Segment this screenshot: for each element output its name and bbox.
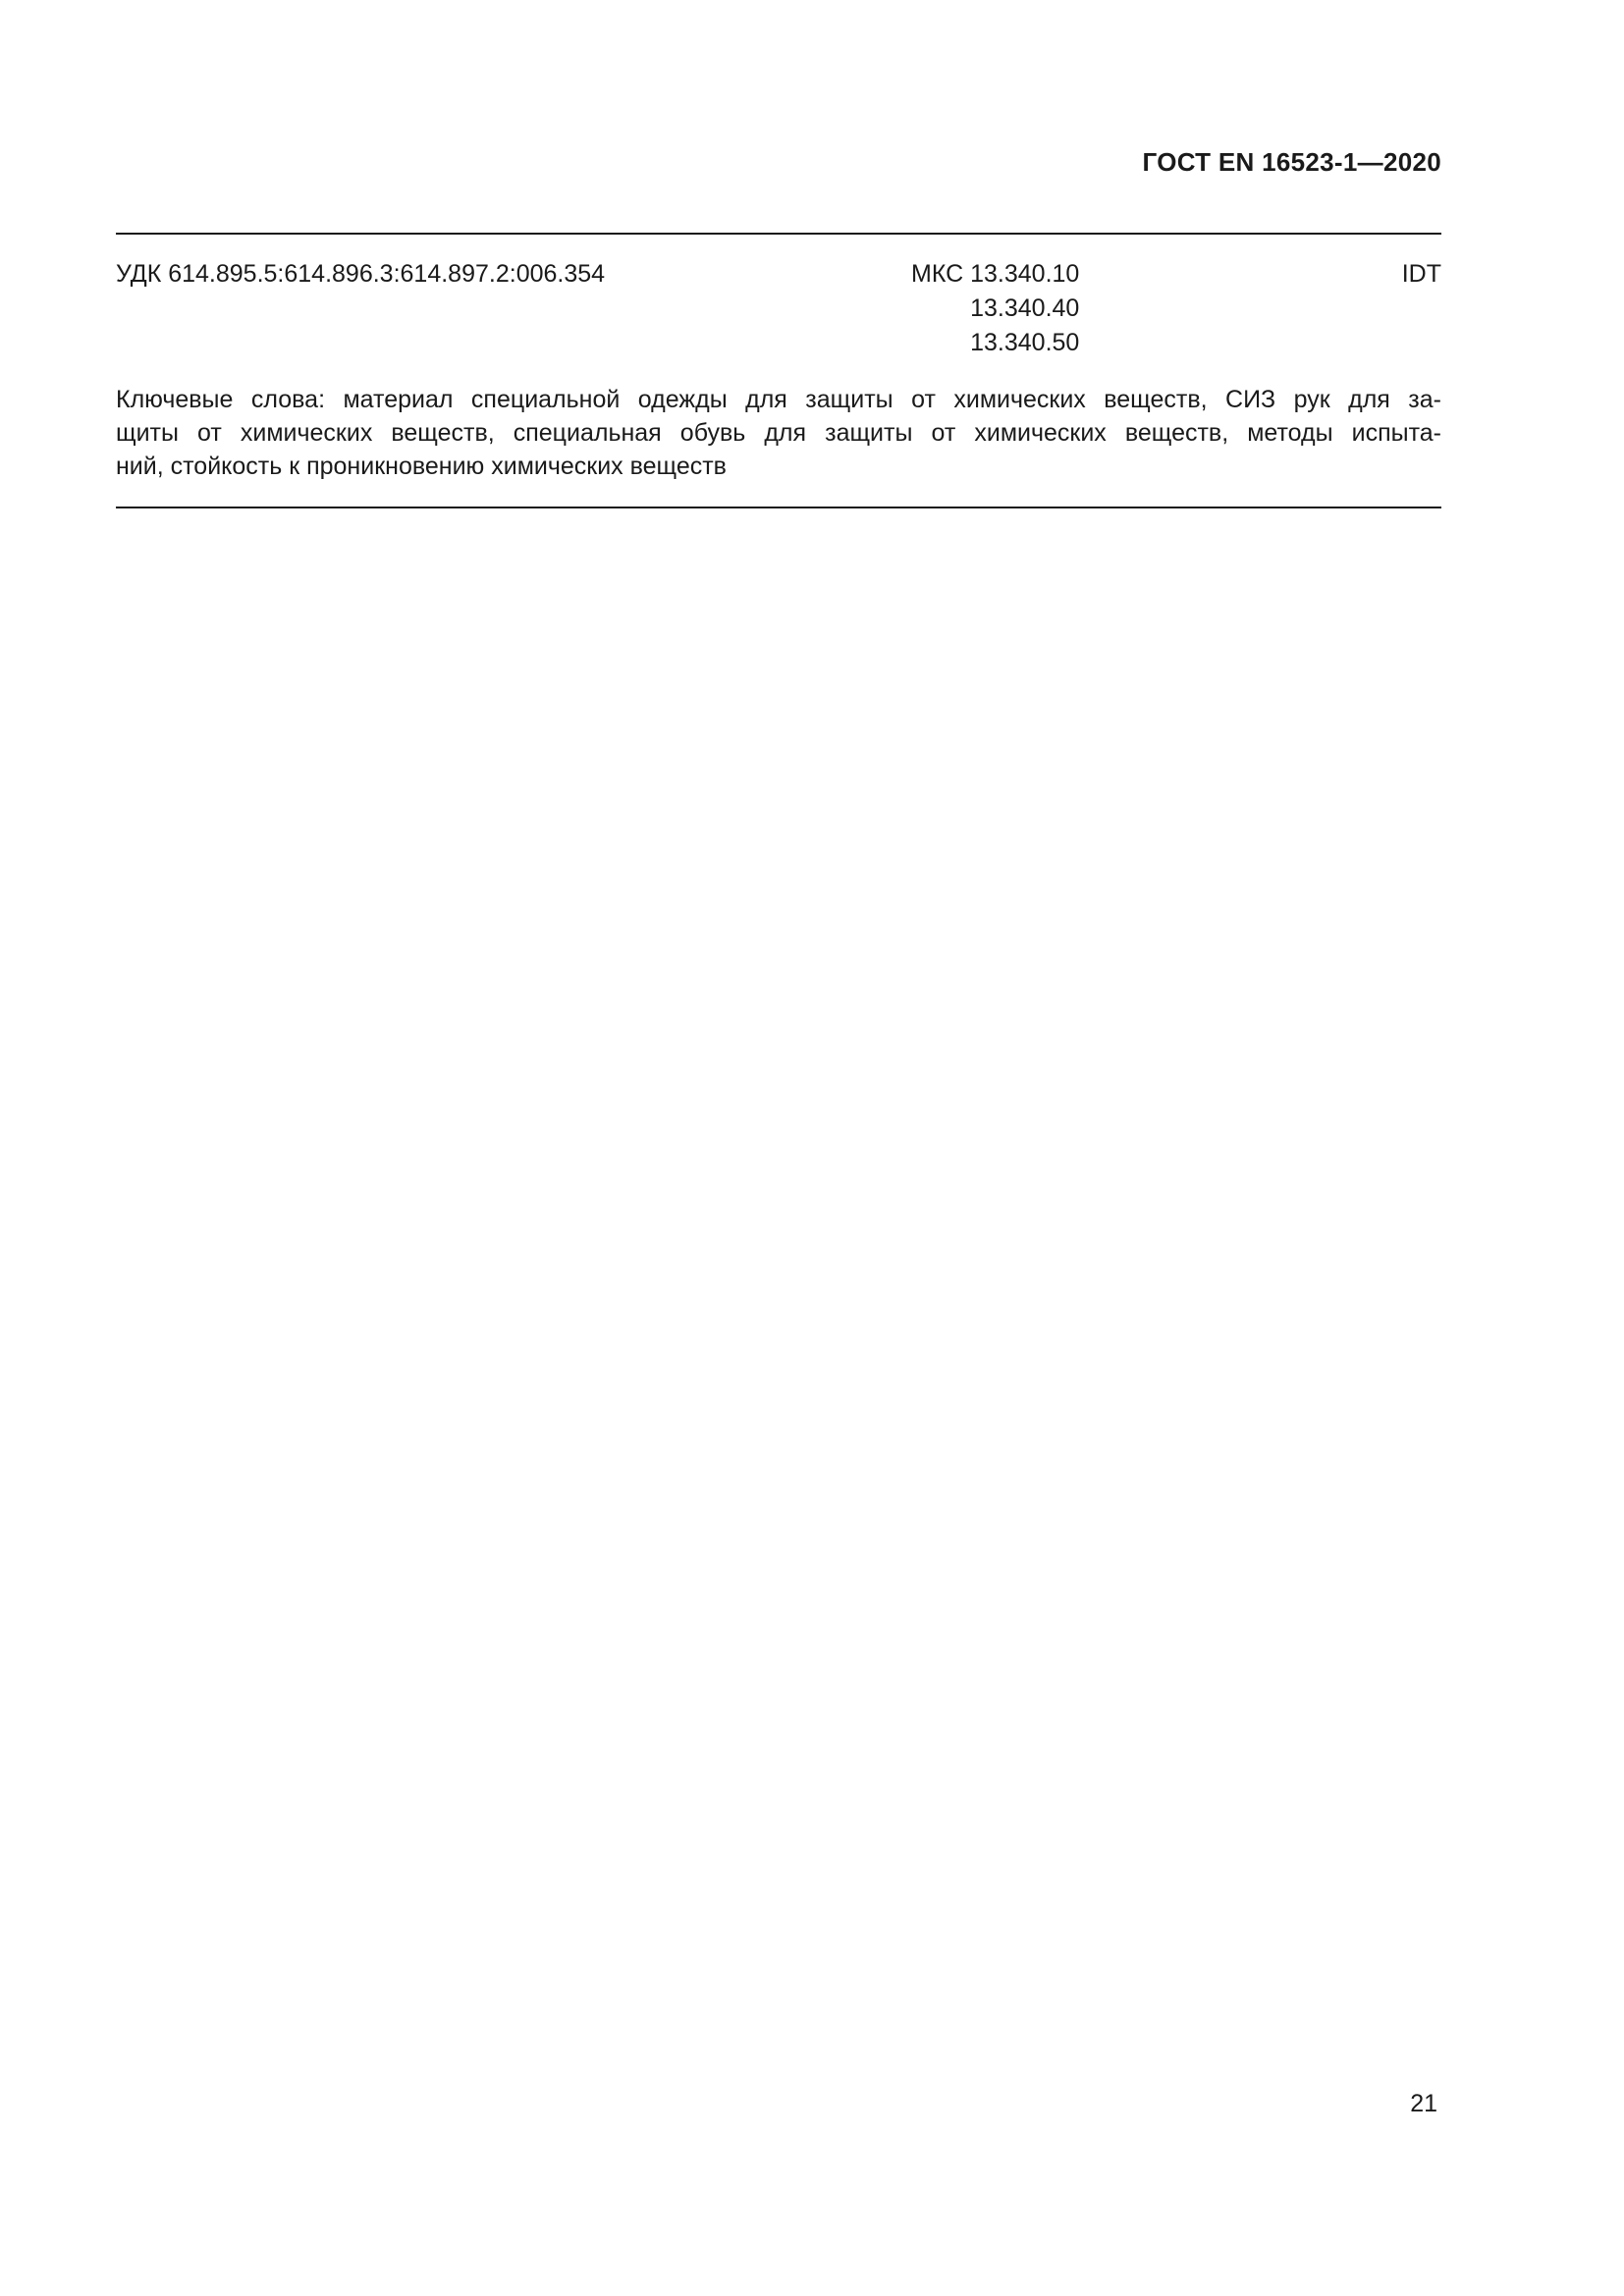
udk-code: УДК 614.895.5:614.896.3:614.897.2:006.354 [116, 260, 606, 288]
conformity-degree: IDT [1401, 260, 1441, 288]
page-number: 21 [1410, 2090, 1437, 2117]
keywords-line: ний, стойкость к проникновению химических веществ [116, 453, 727, 480]
mks-code-secondary: 13.340.40 [970, 294, 1080, 322]
mks-code-tertiary: 13.340.50 [970, 329, 1080, 356]
keywords-line: Ключевые слова: материал специальной одежды для защиты от химических веществ, СИЗ рук для за- [116, 386, 1441, 413]
mks-code-primary: МКС 13.340.10 [911, 260, 1080, 288]
classification-row [116, 257, 1441, 365]
mks-codes [911, 257, 1079, 360]
top-divider [116, 233, 1441, 235]
standard-code-header: ГОСТ EN 16523-1—2020 [1142, 147, 1441, 177]
bottom-divider [116, 507, 1441, 508]
keywords-line: щиты от химических веществ, специальная обувь для защиты от химических веществ, методы испыта- [116, 419, 1441, 447]
keywords-paragraph [116, 383, 1441, 483]
